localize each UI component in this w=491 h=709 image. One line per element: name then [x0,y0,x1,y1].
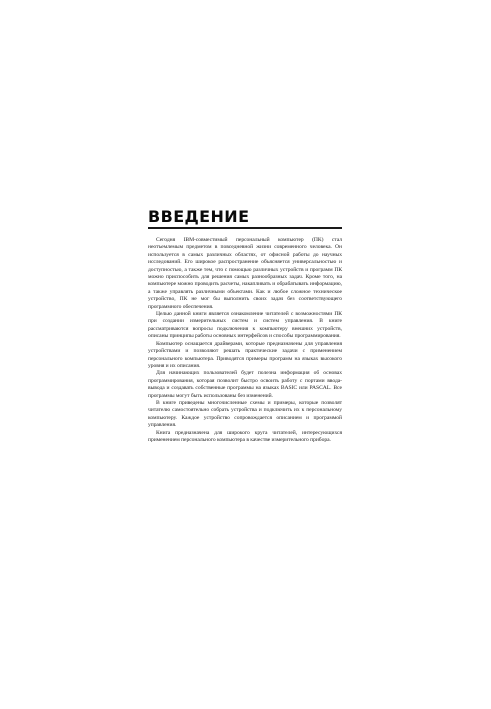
paragraph: Целью данной книги является ознакомление читателей с возможностями ПК при создании измерительных систем и систем управления. В книге рассматриваются вопросы подключения к компьютеру внешних устройств, описаны принципы работы основных интерфейсов и способы программирования. [148,311,342,340]
body-text [148,237,342,444]
chapter-heading: ВВЕДЕНИЕ [148,207,250,226]
paragraph: В книге приведены многочисленные схемы и примеры, которые позволят читателю самостоятельно собрать устройства и подключить их к персональному компьютеру. Каждое устройство сопровождается описанием и программой управления. [148,399,342,429]
heading-divider [148,227,342,229]
paragraph: Для начинающих пользователей будет полезна информация об основах программирования, которая позволит быстро освоить работу с портами ввода-вывода и создавать собственные программы на языках BASIC или PASCAL. Все программы могут быть использованы без изменений. [148,370,342,399]
paragraph: Книга предназначена для широкого круга читателей, интересующихся применением персонального компьютера в качестве измерительного прибора. [148,429,342,443]
paragraph: Сегодня IBM-совместимый персональный компьютер (ПК) стал неотъемлемым предметом в повседневной жизни современного человека. Он используется в самых различных областях, от офисной работы до научных исследований. Его широкое распространение объясняется универсальностью и доступностью, а также тем, что с помощью различных устройств и программ ПК можно приспособить для решения самых разнообразных задач. Кроме того, на компьютере можно проводить расчеты, накапливать и обрабатывать информацию, а также управлять различными объектами. Как и любое сложное техническое устройство, ПК не мог бы выполнить своих задач без соответствующего программного обеспечения. [148,237,342,310]
paragraph: Компьютер оснащается драйверами, которые предназначены для управления устройствами и позволяют решать практические задачи с применением персонального компьютера. Приводятся примеры программ на языках высокого уровня и их описания. [148,340,342,369]
